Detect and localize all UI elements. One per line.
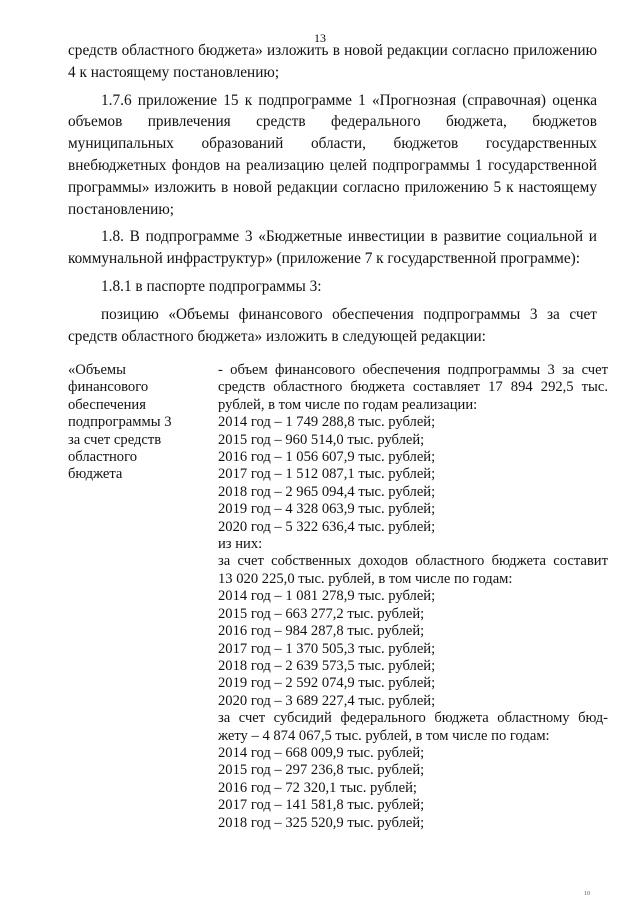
paragraph: 1.8. В подпрограмме 3 «Бюджетные инвестиции в развитие социальной и коммунальной инфраструктур» (приложение 7 к государственной программе):	[68, 228, 597, 268]
paragraph: средств областного бюджета» изложить в новой редакции согласно приложению 4 к настоящему постановлению;	[68, 42, 597, 81]
corner-mark: 10	[584, 891, 590, 897]
paragraph: 1.8.1 в паспорте подпрограммы 3:	[101, 277, 322, 295]
position-name-line: обеспечения	[68, 396, 146, 413]
position-name-line: областного	[68, 449, 137, 466]
position-content-line: 2020 год – 5 322 636,4 тыс. рублей;	[218, 518, 436, 535]
position-content-line: 13 020 225,0 тыс. рублей, в том числе по годам:	[218, 570, 513, 587]
position-content-line: 2018 год – 325 520,9 тыс. рублей;	[218, 814, 425, 831]
position-content-line: 2015 год – 663 277,2 тыс. рублей;	[218, 605, 425, 622]
position-name-line: бюджета	[68, 466, 123, 483]
position-content-line: 2017 год – 1 512 087,1 тыс. рублей;	[218, 466, 436, 483]
paragraph: позицию «Объемы финансового обеспечения подпрограммы 3 за счет средств областного бюджета» изложить в следующей редакции:	[68, 305, 597, 345]
position-content-line: за счет собственных доходов областного бюджета составит	[218, 553, 608, 570]
position-content-line: 2016 год – 1 056 607,9 тыс. рублей;	[218, 449, 436, 466]
position-content-column	[218, 362, 608, 832]
position-content-line: 2014 год – 1 081 278,9 тыс. рублей;	[218, 588, 436, 605]
position-content-line: 2020 год – 3 689 227,4 тыс. рублей;	[218, 692, 436, 709]
page-number: 13	[314, 31, 326, 45]
position-name-line: «Объемы	[68, 362, 126, 378]
position-content-line: 2016 год – 72 320,1 тыс. рублей;	[218, 779, 417, 796]
position-name-line: за счет средств	[68, 431, 162, 448]
body-text	[68, 40, 597, 347]
position-name-line: подпрограммы 3	[68, 414, 172, 431]
position-name-line: финансового	[68, 379, 149, 396]
position-content-line: из них:	[218, 536, 263, 553]
position-content-line: 2017 год – 141 581,8 тыс. рублей;	[218, 797, 425, 814]
position-content-line: 2019 год – 2 592 074,9 тыс. рублей;	[218, 675, 436, 692]
position-content-line: 2015 год – 297 236,8 тыс. рублей;	[218, 762, 425, 779]
position-content-line: 2014 год – 1 749 288,8 тыс. рублей;	[218, 414, 436, 431]
position-content-line: 2017 год – 1 370 505,3 тыс. рублей;	[218, 640, 436, 657]
position-content-line: 2014 год – 668 009,9 тыс. рублей;	[218, 744, 425, 761]
position-content-line: 2019 год – 4 328 063,9 тыс. рублей;	[218, 501, 436, 518]
position-content-line: за счет субсидий федерального бюджета областному бюд-	[218, 710, 608, 727]
position-content-line: рублей, в том числе по годам реализации:	[218, 396, 478, 413]
position-name-column	[68, 362, 208, 484]
position-content-line: 2015 год – 960 514,0 тыс. рублей;	[218, 431, 425, 448]
paragraph: 1.7.6 приложение 15 к подпрограмме 1 «Прогнозная (справочная) оценка объемов привлечения средств федерального бюджета, бюджетов муниципальных образований области, бюджетов государственных внебюджетных фондов на реализацию целей подпрограммы 1 государственной программы» изложить в новой редакции согласно приложению 5 к настоящему постановлению;	[68, 91, 597, 218]
position-content-line: - объем финансового обеспечения подпрограммы 3 за счет	[218, 362, 608, 378]
position-content-line: жету – 4 874 067,5 тыс. рублей, в том числе по годам:	[218, 727, 550, 744]
position-content-line: 2018 год – 2 639 573,5 тыс. рублей;	[218, 657, 436, 674]
position-content-line: 2018 год – 2 965 094,4 тыс. рублей;	[218, 483, 436, 500]
position-content-line: средств областного бюджета составляет 17 894 292,5 тыс.	[218, 379, 608, 396]
position-content-line: 2016 год – 984 287,8 тыс. рублей;	[218, 623, 425, 640]
